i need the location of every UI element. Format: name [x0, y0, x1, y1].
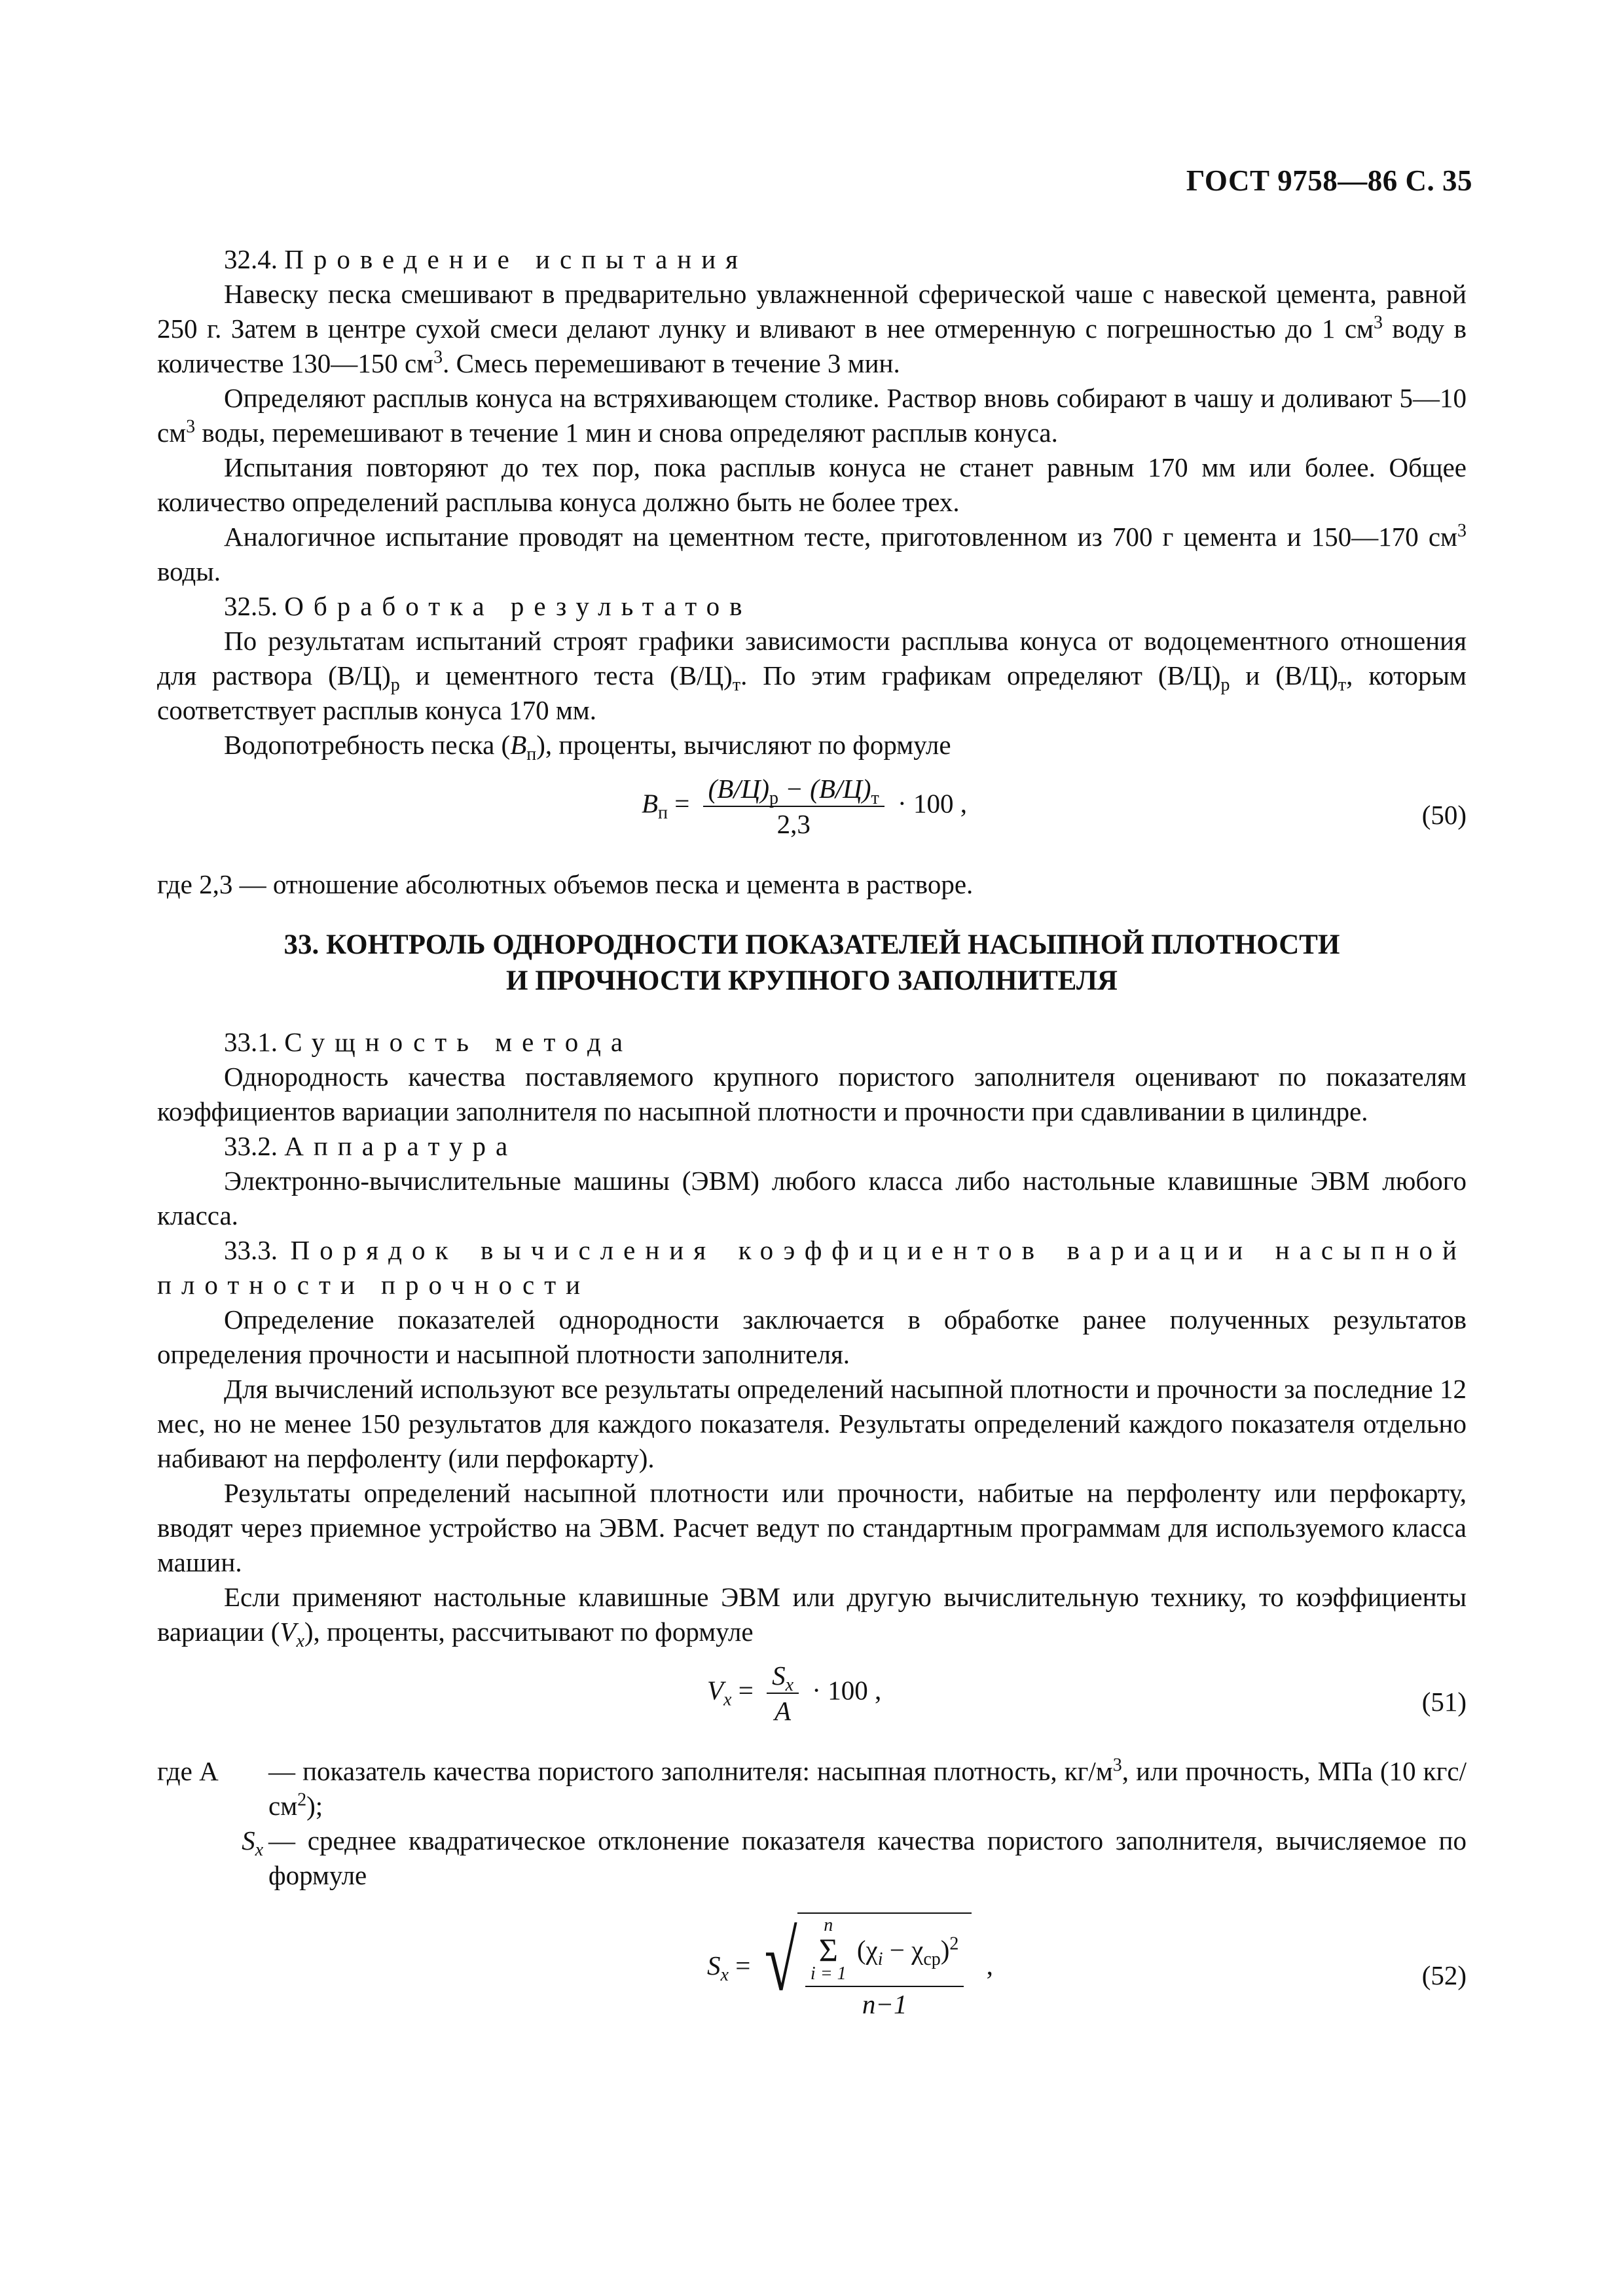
paragraph: Испытания повторяют до тех пор, пока расплыв конуса не станет равным 170 мм или более. Общее количество определений расплыва конуса должно быть не более трех.	[157, 452, 1467, 517]
definition-Sx	[157, 1823, 1467, 1893]
paragraph: где 2,3 — отношение абсолютных объемов песка и цемента в растворе.	[157, 869, 974, 899]
paragraph: Аналогичное испытание проводят на цементном тесте, приготовленном из 700 г цемента и 150—170 $см^3$ воды.	[157, 520, 1467, 586]
paragraph: Для вычислений используют все результаты определений насыпной плотности и прочности за последние 12 мес, но не менее 150 результатов для каждого показателя. Результаты определений каждого показателя отдельно набивают на перфоленту (или перфокарту).	[157, 1374, 1467, 1473]
page-content	[157, 242, 1467, 2058]
equation-number: (51)	[1421, 1687, 1467, 1717]
paragraph: Определяют расплыв конуса на встряхивающем столике. Раствор вновь собирают в чашу и доливают 5—10 $см^3$ воды, перемешивают в течение 1 мин и снова определяют расплыв конуса.	[157, 383, 1467, 448]
section-33-3-heading: 33.3. Порядок вычисления коэффициентов вариации насыпной плотности прочности	[157, 1235, 1467, 1300]
definition-term: $S_x$	[242, 1825, 263, 1861]
paragraph: По результатам испытаний строят графики зависимости расплыва конуса от водоцементного отношения для раствора $(В/Ц)_р$ и цементного теста $(В/Ц)_т$. По этим графикам определяют $(В/Ц)_р$ и $(В/Ц)_т$, которым соответствует расплыв конуса 170 мм.	[157, 626, 1467, 725]
fraction: $\frac{(В/Ц)_р - (В/Ц)_т}{2,3}$	[703, 774, 884, 838]
paragraph: Результаты определений насыпной плотности или прочности, набитые на перфоленту или перфокарту, вводят через приемное устройство на ЭВМ. Расчет ведут по стандартным программам для используемого класса машин.	[157, 1478, 1467, 1577]
square-root: √ n Σ i = 1 $(\chi_i - \chi_{ср})^2$ n−1	[757, 1912, 972, 2018]
section-33-1-heading: 33.1. Сущность метода	[224, 1027, 633, 1057]
section-32-5-heading: 32.5. Обработка результатов	[224, 591, 752, 621]
formula-50: $В_п$ = $\frac{(В/Ц)_р - (В/Ц)_т}{2,3}$ · 100 , (50)	[642, 774, 1467, 839]
definition-term: где A	[157, 1756, 219, 1786]
section-33-2-heading: 33.2. Аппаратура	[224, 1131, 518, 1161]
fraction: n Σ i = 1 $(\chi_i - \chi_{ср})^2$ n−1	[805, 1916, 964, 2018]
equation-number: (52)	[1421, 1960, 1467, 1990]
paragraph: Однородность качества поставляемого крупного пористого заполнителя оценивают по показателям коэффициентов вариации заполнителя по насыпной плотности и прочности при сдавливании в цилиндре.	[157, 1062, 1467, 1126]
formula-52: $S_x$ = √ n Σ i = 1 $(\chi_i - \chi_{ср})^2$ n−1 , (52)	[157, 1912, 1467, 2043]
fraction: $\frac{S_x}{A}$	[767, 1661, 799, 1725]
definition-body: — среднее квадратическое отклонение показателя качества пористого заполнителя, вычисляемое по формуле	[268, 1825, 1467, 1890]
definition-A	[157, 1754, 1467, 1823]
paragraph: Водопотребность песка $(В_п)$, проценты, вычисляют по формуле	[224, 730, 951, 765]
paragraph: Навеску песка смешивают в предварительно увлажненной сферической чаше с навеской цемента, равной 250 г. Затем в центре сухой смеси делают лунку и вливают в нее отмеренную с погрешностью до 1 $см^3$ воду в количестве 130—150 $см^3$. Смесь перемешивают в течение 3 мин.	[157, 279, 1467, 378]
equation-number: (50)	[1421, 800, 1467, 830]
page-header: ГОСТ 9758—86 С. 35	[1186, 164, 1472, 197]
paragraph: Если применяют настольные клавишные ЭВМ или другую вычислительную технику, то коэффициенты вариации $(V_x)$, проценты, рассчитывают по формуле	[157, 1582, 1467, 1652]
definitions-list	[157, 1754, 1467, 1893]
section-32-4-heading: 32.4. Проведение испытания	[224, 244, 748, 274]
formula-51: $V_x$ = $\frac{S_x}{A}$ · 100 , (51)	[707, 1660, 1467, 1726]
definition-body: — показатель качества пористого заполнителя: насыпная плотность, $кг/м^3$, или прочность, МПа (10 кгс/$см^2$);	[268, 1755, 1467, 1821]
section-33-title: 33. КОНТРОЛЬ ОДНОРОДНОСТИ ПОКАЗАТЕЛЕЙ НАСЫПНОЙ ПЛОТНОСТИ И ПРОЧНОСТИ КРУПНОГО ЗАПОЛНИТЕЛЯ	[283, 929, 1340, 996]
paragraph: Определение показателей однородности заключается в обработке ранее полученных результатов определения прочности и насыпной плотности заполнителя.	[157, 1304, 1467, 1369]
paragraph: Электронно-вычислительные машины (ЭВМ) любого класса либо настольные клавишные ЭВМ любого класса.	[157, 1166, 1467, 1230]
